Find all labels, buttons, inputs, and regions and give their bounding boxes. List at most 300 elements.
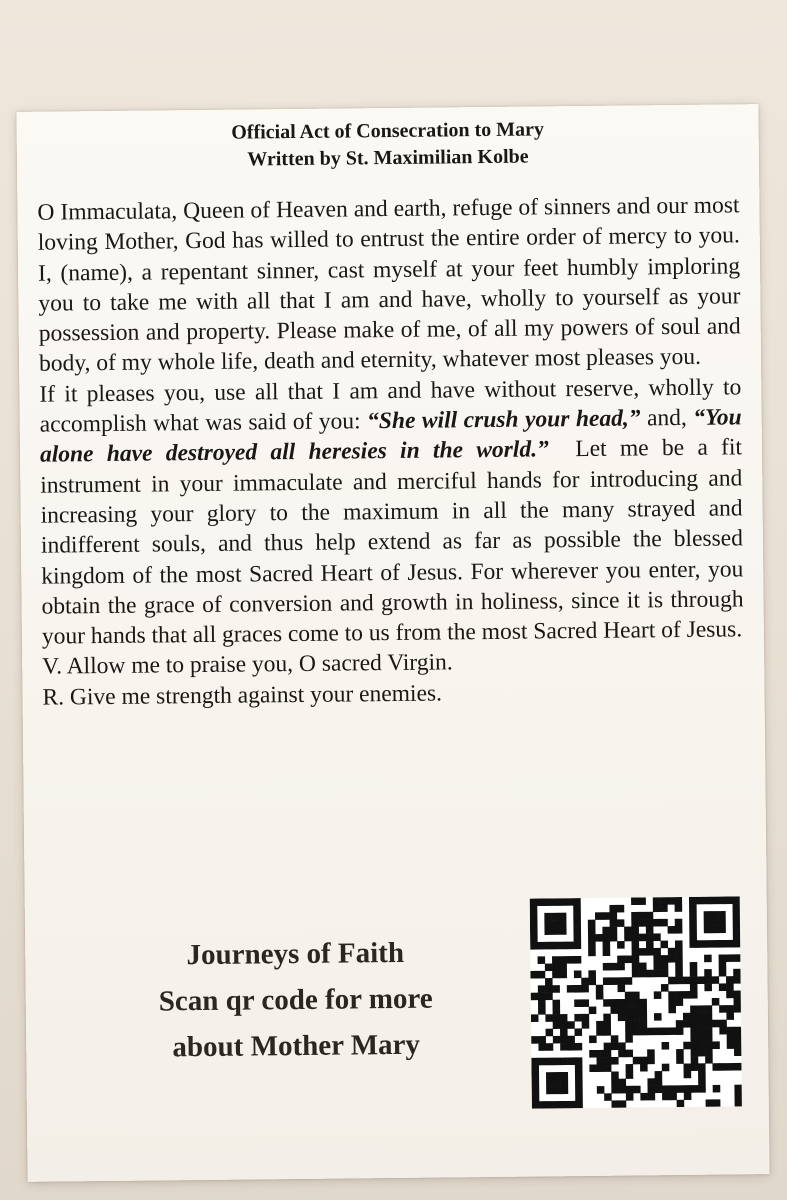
qr-module [619, 1086, 627, 1094]
qr-module [726, 976, 734, 984]
qr-module [646, 970, 654, 978]
qr-module [611, 1100, 619, 1108]
qr-module [589, 1064, 597, 1072]
qr-module [691, 1063, 699, 1071]
qr-module [712, 1020, 720, 1028]
qr-module [632, 1013, 640, 1021]
qr-module [567, 1021, 575, 1029]
qr-module [691, 1049, 699, 1057]
qr-module [625, 992, 633, 1000]
qr-module [552, 956, 560, 964]
qr-module [545, 992, 553, 1000]
qr-module [575, 1072, 583, 1080]
qr-module [690, 984, 698, 992]
qr-module [704, 940, 712, 948]
qr-module [560, 1029, 568, 1037]
qr-module [668, 955, 676, 963]
qr-module [611, 1042, 619, 1050]
qr-module [733, 954, 741, 962]
qr-module [733, 904, 741, 912]
qr-module [689, 926, 697, 934]
qr-module [668, 977, 676, 985]
qr-module [698, 1063, 706, 1071]
qr-module [683, 1013, 691, 1021]
qr-module [560, 1036, 568, 1044]
qr-module [734, 1005, 742, 1013]
qr-module [532, 1080, 540, 1088]
qr-module [689, 933, 697, 941]
qr-module [566, 942, 574, 950]
qr-module [647, 1028, 655, 1036]
qr-module [653, 933, 661, 941]
qr-module [538, 956, 546, 964]
qr-module [669, 1027, 677, 1035]
qr-module [589, 1035, 597, 1043]
qr-module [530, 942, 538, 950]
qr-module [704, 918, 712, 926]
qr-module [683, 991, 691, 999]
qr-module [581, 985, 589, 993]
qr-module [566, 898, 574, 906]
qr-module [711, 911, 719, 919]
qr-module [626, 1064, 634, 1072]
qr-module [726, 991, 734, 999]
qr-module [706, 1099, 714, 1107]
qr-module [676, 1056, 684, 1064]
qr-module [698, 1078, 706, 1086]
qr-module [661, 984, 669, 992]
qr-module [640, 1064, 648, 1072]
qr-module [675, 897, 683, 905]
qr-module [631, 897, 639, 905]
qr-module [705, 1005, 713, 1013]
qr-module [669, 1093, 677, 1101]
prayer-and: and, [646, 404, 687, 432]
qr-module [690, 991, 698, 999]
qr-module [733, 933, 741, 941]
qr-module [559, 971, 567, 979]
qr-module [633, 1086, 641, 1094]
qr-module [544, 898, 552, 906]
qr-module [546, 1087, 554, 1095]
qr-module [668, 991, 676, 999]
qr-module [733, 976, 741, 984]
qr-module [704, 955, 712, 963]
title-line-1: Official Act of Consecration to Mary [231, 118, 545, 144]
qr-module [604, 1057, 612, 1065]
qr-module [574, 956, 582, 964]
qr-module [561, 1101, 569, 1109]
qr-module [602, 912, 610, 920]
qr-module [552, 985, 560, 993]
qr-module [538, 985, 546, 993]
versicle: V. Allow me to praise you, O sacred Virgin. [42, 649, 453, 681]
qr-module [553, 1079, 561, 1087]
qr-module [546, 1101, 554, 1108]
qr-module [567, 1036, 575, 1044]
qr-module [617, 984, 625, 992]
qr-module [632, 941, 640, 949]
qr-module [653, 948, 661, 956]
qr-module [538, 993, 546, 1001]
qr-module [552, 971, 560, 979]
qr-module [639, 919, 647, 927]
qr-module [719, 954, 727, 962]
quote-destroyed-heresies: “You alone have destroyed all heresies in the world.” [39, 404, 742, 469]
qr-module [632, 1021, 640, 1029]
qr-module [718, 918, 726, 926]
qr-module [648, 1093, 656, 1101]
qr-module [538, 1007, 546, 1015]
qr-module [698, 1042, 706, 1050]
qr-module [726, 954, 734, 962]
prayer-paragraph-2-start: If it pleases you, use all that I am and have without reserve, wholly to accomplish what was said of you: [39, 374, 742, 438]
qr-module [639, 948, 647, 956]
qr-module [603, 1014, 611, 1022]
qr-module [661, 1027, 669, 1035]
qr-module [581, 999, 589, 1007]
qr-module [676, 1020, 684, 1028]
qr-module [595, 912, 603, 920]
qr-module [733, 940, 741, 948]
qr-module [727, 1034, 735, 1042]
qr-module [646, 933, 654, 941]
qr-module [603, 948, 611, 956]
qr-module [713, 1085, 721, 1093]
qr-module [690, 962, 698, 970]
qr-module [545, 942, 553, 950]
qr-module [676, 1049, 684, 1057]
qr-module [705, 1042, 713, 1050]
qr-module [711, 918, 719, 926]
qr-module [537, 942, 545, 950]
qr-module [684, 1092, 692, 1100]
qr-module [531, 993, 539, 1001]
qr-module [704, 984, 712, 992]
qr-module [581, 978, 589, 986]
qr-module [646, 926, 654, 934]
qr-module [697, 1005, 705, 1013]
qr-module [588, 927, 596, 935]
qr-module [660, 919, 668, 927]
qr-module [553, 1014, 561, 1022]
qr-module [653, 955, 661, 963]
qr-module [675, 919, 683, 927]
qr-module [625, 1006, 633, 1014]
qr-module [530, 920, 538, 928]
qr-module [588, 978, 596, 986]
qr-module [690, 976, 698, 984]
qr-module [711, 897, 719, 905]
qr-module [675, 955, 683, 963]
qr-module [538, 971, 546, 979]
qr-module [683, 1020, 691, 1028]
qr-module [567, 1043, 575, 1051]
qr-module [713, 1099, 721, 1107]
qr-module [719, 969, 727, 977]
qr-module [582, 1021, 590, 1029]
qr-module [553, 1021, 561, 1029]
qr-module [676, 1027, 684, 1035]
qr-module [559, 956, 567, 964]
qr-module [552, 963, 560, 971]
qr-module [733, 969, 741, 977]
qr-module [575, 1043, 583, 1051]
qr-module [551, 898, 559, 906]
qr-module [566, 956, 574, 964]
qr-module [544, 920, 552, 928]
qr-module [698, 1071, 706, 1079]
qr-module [705, 1020, 713, 1028]
qr-module [625, 1035, 633, 1043]
qr-module [712, 976, 720, 984]
qr-module [573, 927, 581, 935]
qr-module [552, 927, 560, 935]
qr-module [574, 1014, 582, 1022]
qr-module [567, 985, 575, 993]
qr-module [573, 920, 581, 928]
qr-module [675, 962, 683, 970]
qr-module [625, 1050, 633, 1058]
qr-module [668, 1006, 676, 1014]
qr-module [596, 1021, 604, 1029]
qr-module [574, 985, 582, 993]
qr-module [639, 963, 647, 971]
qr-module [697, 940, 705, 948]
qr-module [532, 1101, 540, 1108]
qr-module [530, 927, 538, 935]
qr-module [654, 1028, 662, 1036]
qr-module [530, 913, 538, 921]
qr-module [719, 1027, 727, 1035]
qr-module [691, 1085, 699, 1093]
qr-module [660, 904, 668, 912]
qr-module [617, 905, 625, 913]
qr-module [553, 1036, 561, 1044]
qr-module [625, 1021, 633, 1029]
qr-module [588, 941, 596, 949]
qr-module [675, 991, 683, 999]
qr-module [631, 934, 639, 942]
qr-module [690, 969, 698, 977]
qr-module [530, 935, 538, 943]
qr-module [733, 991, 741, 999]
qr-module [675, 904, 683, 912]
qr-module [698, 1085, 706, 1093]
qr-module [553, 1007, 561, 1015]
qr-module [553, 1058, 561, 1066]
qr-module [675, 969, 683, 977]
qr-module [633, 1057, 641, 1065]
qr-module [609, 905, 617, 913]
qr-module [684, 1085, 692, 1093]
qr-module [698, 1034, 706, 1042]
qr-module [662, 1085, 670, 1093]
qr-module [588, 920, 596, 928]
qr-module [618, 1042, 626, 1050]
qr-module [604, 1064, 612, 1072]
qr-module [640, 1057, 648, 1065]
qr-module [582, 1014, 590, 1022]
qr-module [640, 1093, 648, 1101]
qr-module [559, 920, 567, 928]
qr-module [597, 1064, 605, 1072]
qr-module [691, 1042, 699, 1050]
qr-module [733, 918, 741, 926]
qr-code-icon[interactable] [530, 896, 742, 1108]
qr-module [625, 977, 633, 985]
qr-module [624, 926, 632, 934]
qr-module [697, 976, 705, 984]
qr-module [631, 919, 639, 927]
qr-module [604, 1050, 612, 1058]
prayer-paragraph-2-rest: Let me be a fit instrument in your immaculate and merciful hands for introducing and increasing your glory to the maximum in all the many strayed and indifferent souls, and thus help extend as far as possible the blessed kingdom of the most Sacred Heart of Jesus. For wherever you enter, you obtain the grace of conversion and growth in holiness, since it is through your hands that all graces come to us from the most Sacred Heart of Jesus. [40, 434, 744, 650]
qr-module [604, 1043, 612, 1051]
qr-module [726, 1005, 734, 1013]
qr-module [653, 919, 661, 927]
qr-module [689, 904, 697, 912]
qr-module [690, 1013, 698, 1021]
qr-module [719, 1020, 727, 1028]
qr-module [734, 1034, 742, 1042]
qr-module [624, 955, 632, 963]
qr-module [662, 1042, 670, 1050]
qr-module [575, 1086, 583, 1094]
footer-text [115, 929, 476, 1071]
qr-module [531, 1014, 539, 1022]
qr-module [727, 1063, 735, 1071]
qr-module [683, 1063, 691, 1071]
qr-module [711, 940, 719, 948]
qr-module [559, 898, 567, 906]
qr-module [610, 977, 618, 985]
qr-module [596, 985, 604, 993]
qr-module [553, 1087, 561, 1095]
qr-module [611, 1035, 619, 1043]
qr-module [531, 1058, 539, 1066]
qr-module [552, 1000, 560, 1008]
qr-module [646, 948, 654, 956]
qr-module [573, 905, 581, 913]
qr-module [726, 983, 734, 991]
qr-module [654, 991, 662, 999]
qr-module [698, 1027, 706, 1035]
qr-module [690, 1020, 698, 1028]
qr-module [632, 992, 640, 1000]
response: R. Give me strength against your enemies. [42, 680, 443, 711]
qr-module [575, 1065, 583, 1073]
qr-module [719, 962, 727, 970]
qr-module [640, 1020, 648, 1028]
qr-module [733, 925, 741, 933]
qr-module [574, 999, 582, 1007]
qr-module [703, 897, 711, 905]
qr-module [532, 1072, 540, 1080]
qr-module [734, 1048, 742, 1056]
qr-module [596, 1050, 604, 1058]
qr-module [689, 919, 697, 927]
qr-module [568, 1057, 576, 1065]
qr-module [676, 1085, 684, 1093]
qr-module [554, 1101, 562, 1109]
qr-module [530, 899, 538, 907]
qr-module [654, 970, 662, 978]
qr-module [646, 941, 654, 949]
qr-module [719, 983, 727, 991]
qr-module [669, 1085, 677, 1093]
qr-module [660, 897, 668, 905]
qr-module [726, 940, 734, 948]
qr-module [617, 956, 625, 964]
qr-module [690, 1005, 698, 1013]
qr-module [683, 977, 691, 985]
qr-module [698, 1049, 706, 1057]
qr-module [604, 1093, 612, 1101]
qr-module [560, 1021, 568, 1029]
qr-module [574, 934, 582, 942]
qr-module [603, 1028, 611, 1036]
qr-module [610, 919, 618, 927]
qr-module [573, 913, 581, 921]
qr-module [734, 1063, 742, 1071]
qr-module [610, 999, 618, 1007]
qr-module [574, 1028, 582, 1036]
qr-module [698, 1020, 706, 1028]
qr-module [639, 970, 647, 978]
qr-module [624, 934, 632, 942]
qr-module [691, 1056, 699, 1064]
qr-module [640, 1028, 648, 1036]
qr-module [705, 1056, 713, 1064]
qr-module [574, 970, 582, 978]
qr-module [610, 963, 618, 971]
qr-module [574, 941, 582, 949]
qr-module [589, 1050, 597, 1058]
qr-module [559, 942, 567, 950]
qr-module [544, 927, 552, 935]
qr-module [689, 940, 697, 948]
qr-module [588, 949, 596, 957]
qr-module [727, 1027, 735, 1035]
qr-module [618, 1013, 626, 1021]
qr-module [611, 1086, 619, 1094]
qr-module [539, 1058, 547, 1066]
qr-module [718, 897, 726, 905]
scan-topic: about Mother Mary [172, 1028, 421, 1064]
qr-module [531, 1036, 539, 1044]
qr-module [546, 1079, 554, 1087]
qr-module [588, 970, 596, 978]
scan-instruction: Scan qr code for more [158, 982, 433, 1018]
qr-module [546, 1043, 554, 1051]
qr-module [544, 913, 552, 921]
qr-module [589, 1007, 597, 1015]
qr-module [735, 1099, 742, 1107]
qr-module [646, 919, 654, 927]
qr-module [668, 998, 676, 1006]
qr-module [632, 1028, 640, 1036]
qr-module [552, 913, 560, 921]
qr-module [638, 897, 646, 905]
qr-module [690, 1027, 698, 1035]
qr-module [546, 1029, 554, 1037]
qr-module [597, 1057, 605, 1065]
qr-module [705, 1049, 713, 1057]
qr-module [559, 963, 567, 971]
qr-module [712, 1063, 720, 1071]
quote-crush-head: “She will crush your head,” [366, 405, 641, 435]
qr-module [530, 971, 538, 979]
